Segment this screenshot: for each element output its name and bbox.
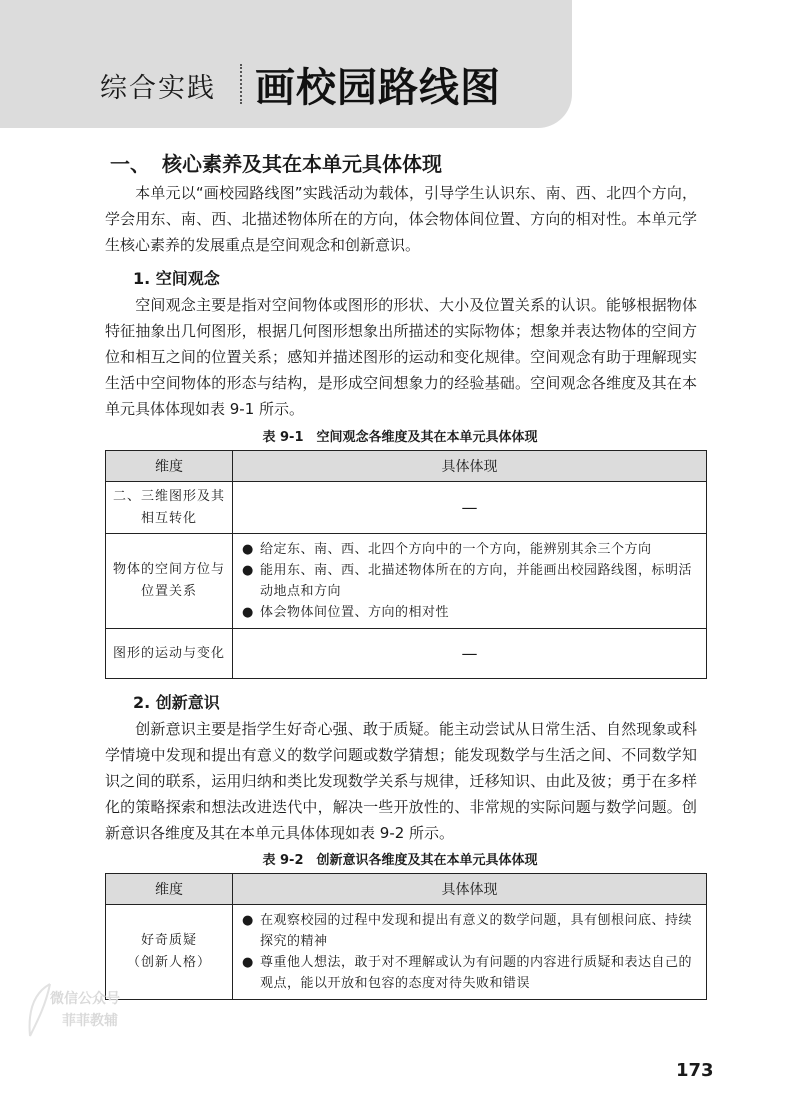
table-row xyxy=(106,534,707,629)
spatial-paragraph: 空间观念主要是指对空间物体或图形的形状、大小及位置关系的认识。能够根据物体特征抽象出几何图形，根据几何图形想象出所描述的实际物体；想象并表达物体的空间方位和相互之间的位置关系；感知并描述图形的运动和变化规律。空间观念有助于理解现实生活中空间物体的形态与结构，是形成空间想象力的经验基础。空间观念各维度及其在本单元具体体现如表 9-1 所示。 xyxy=(105,296,697,418)
list-item: ● 给定东、南、西、北四个方向中的一个方向，能辨别其余三个方向 xyxy=(242,539,697,560)
table-caption-9-1: 表 9-1 空间观念各维度及其在本单元具体体现 xyxy=(262,430,538,445)
dimension-label: 好奇质疑 xyxy=(140,933,197,948)
table-row xyxy=(106,629,707,679)
list-item: ● 在观察校园的过程中发现和提出有意义的数学问题，具有刨根问底、持续探究的精神 xyxy=(242,910,697,952)
dimension-cell: 图形的运动与变化 xyxy=(106,629,233,679)
table-header-row xyxy=(106,874,707,905)
table-row xyxy=(106,905,707,1000)
table-header-row xyxy=(106,451,707,482)
intro-paragraph: 本单元以“画校园路线图”实践活动为载体，引导学生认识东、南、西、北四个方向，学会用东、南、西、北描述物体所在的方向，体会物体间位置、方向的相对性。本单元学生核心素养的发展重点是空间观念和创新意识。 xyxy=(105,184,697,254)
watermark xyxy=(20,980,160,1050)
header-dimension: 维度 xyxy=(106,451,233,482)
table-caption-9-2: 表 9-2 创新意识各维度及其在本单元具体体现 xyxy=(262,853,538,868)
dimension-cell: 二、三维图形及其相互转化 xyxy=(106,482,233,534)
watermark-line1: 微信公众号 xyxy=(50,991,120,1007)
page-number: 173 xyxy=(676,1060,714,1081)
embodiment-cell: — xyxy=(233,629,707,679)
dimension-sublabel: （创新人格） xyxy=(126,955,211,970)
subsection-heading-innovation: 2. 创新意识 xyxy=(133,693,220,712)
watermark-line2: 菲菲教辅 xyxy=(62,1013,118,1029)
embodiment-cell xyxy=(233,905,707,1000)
header-dimension: 维度 xyxy=(106,874,233,905)
dimension-cell: 物体的空间方位与位置关系 xyxy=(106,534,233,629)
innovation-paragraph: 创新意识主要是指学生好奇心强、敢于质疑。能主动尝试从日常生活、自然现象或科学情境中发现和提出有意义的数学问题或数学猜想；能发现数学与生活之间、不同数学知识之间的联系，运用归纳和类比发现数学关系与规律，迁移知识、由此及彼；勇于在多样化的策略探索和想法改进迭代中，解决一些开放性的、非常规的实际问题与数学问题。创新意识各维度及其在本单元具体体现如表 9-2 所示。 xyxy=(105,720,697,842)
header-embodiment: 具体体现 xyxy=(233,451,707,482)
table-9-2 xyxy=(105,873,707,1000)
banner-separator xyxy=(240,64,242,104)
embodiment-cell xyxy=(233,534,707,629)
banner-main-title: 画校园路线图 xyxy=(255,65,501,111)
section-number: 一、 xyxy=(110,152,150,176)
table-9-1 xyxy=(105,450,707,679)
table-row xyxy=(106,482,707,534)
list-item: ● 尊重他人想法，敢于对不理解或认为有问题的内容进行质疑和表达自己的观点，能以开放和包容的态度对待失败和错误 xyxy=(242,952,697,994)
section-heading xyxy=(110,148,442,177)
embodiment-cell: — xyxy=(233,482,707,534)
subsection-heading-spatial: 1. 空间观念 xyxy=(133,269,220,288)
list-item: ● 能用东、南、西、北描述物体所在的方向，并能画出校园路线图，标明活动地点和方向 xyxy=(242,560,697,602)
header-embodiment: 具体体现 xyxy=(233,874,707,905)
section-title: 核心素养及其在本单元具体体现 xyxy=(162,152,442,176)
list-item: ● 体会物体间位置、方向的相对性 xyxy=(242,602,697,623)
banner-left-title: 综合实践 xyxy=(100,73,216,104)
